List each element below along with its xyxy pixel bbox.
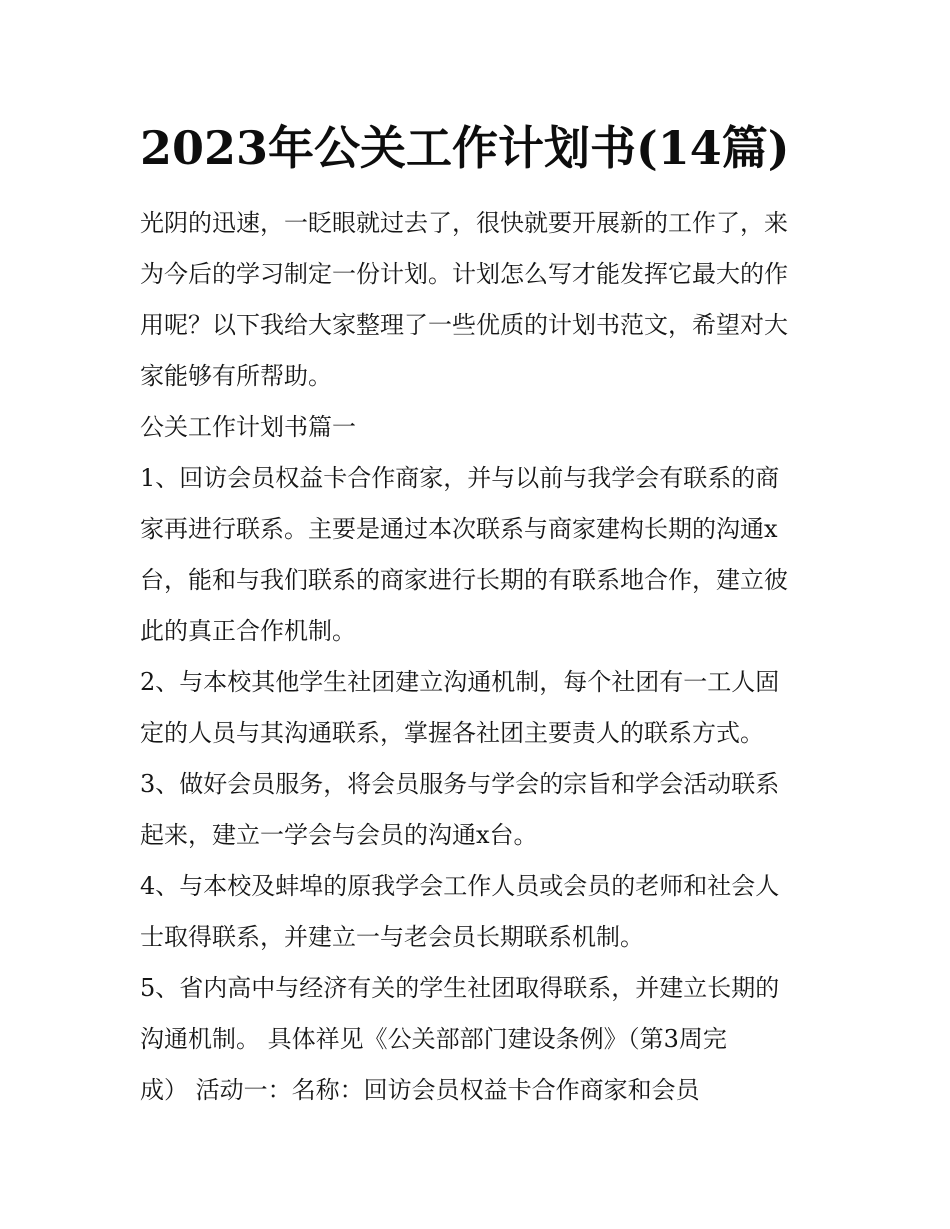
body-line: 用呢？以下我给大家整理了一些优质的计划书范文，希望对大	[140, 311, 788, 339]
body-line: 起来，建立一学会与会员的沟通x台。	[140, 821, 538, 849]
body-line: 台，能和与我们联系的商家进行长期的有联系地合作，建立彼	[140, 566, 788, 594]
body-line: 成） 活动一：名称：回访会员权益卡合作商家和会员	[140, 1076, 700, 1104]
body-line: 此的真正合作机制。	[140, 617, 356, 645]
body-line: 1、回访会员权益卡合作商家，并与以前与我学会有联系的商	[140, 464, 780, 492]
body-line: 沟通机制。 具体祥见《公关部部门建设条例》（第3周完	[140, 1025, 727, 1053]
body-line: 家能够有所帮助。	[140, 362, 332, 390]
body-line: 为今后的学习制定一份计划。计划怎么写才能发挥它最大的作	[140, 260, 788, 288]
body-line: 5、省内高中与经济有关的学生社团取得联系，并建立长期的	[140, 974, 780, 1002]
section-heading: 公关工作计划书篇一	[140, 413, 356, 441]
body-text	[140, 198, 820, 1116]
body-line: 2、与本校其他学生社团建立沟通机制，每个社团有一工人固	[140, 668, 780, 696]
body-line: 士取得联系，并建立一与老会员长期联系机制。	[140, 923, 644, 951]
body-line: 4、与本校及蚌埠的原我学会工作人员或会员的老师和社会人	[140, 872, 780, 900]
body-line: 定的人员与其沟通联系，掌握各社团主要责人的联系方式。	[140, 719, 764, 747]
body-line: 光阴的迅速，一眨眼就过去了，很快就要开展新的工作了，来	[140, 209, 788, 237]
body-line: 3、做好会员服务，将会员服务与学会的宗旨和学会活动联系	[140, 770, 780, 798]
body-line: 家再进行联系。主要是通过本次联系与商家建构长期的沟通x	[140, 515, 778, 543]
document-title: 2023年公关工作计划书(14篇)	[140, 121, 790, 175]
